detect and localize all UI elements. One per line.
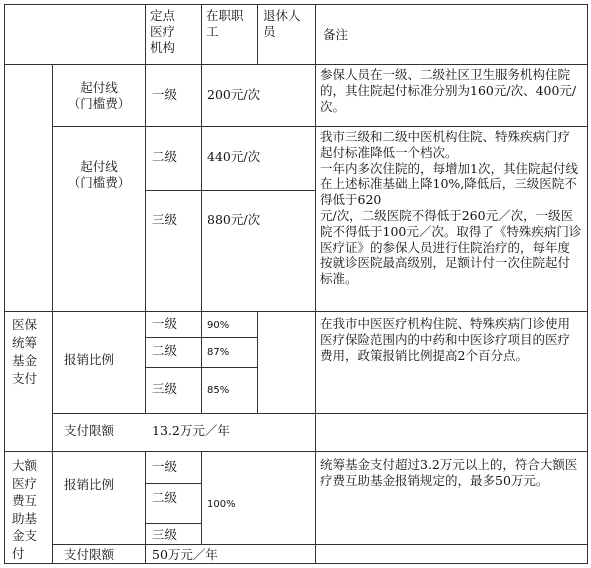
pooled-rate-3: 85% [207,385,230,396]
header-employed: 在职职 工 [206,8,244,39]
pooled-rate-1: 90% [207,320,230,331]
deductible-level-1: 一级 [152,87,178,102]
deductible-remark-1: 参保人员在一级、二级社区卫生服务机构住院的，其住院起付标准分别为160元/次、400元/次。 [320,67,577,114]
major-level-3: 三级 [152,527,178,542]
deductible-amount-2: 440元/次 [207,149,261,164]
deductible-remark-2: 我市三级和二级中医机构住院、特殊疾病门疗起付标准降低一个档次。 一年内多次住院的，每增加1次，其住院起付线在上述标准基础上降10%,降低后，三级医院不得低于620 元/次，二级医院不得低于260元／次，一级医院不得低于100元／次。取得了《特殊疾病门诊医疗证》的参保人员进行住院治疗的，每年度按就诊医院最高级别，足额计付一次住院起付标准。 [320,129,582,287]
deductible-amount-1: 200元/次 [207,87,261,102]
deductible-amount-3: 880元/次 [207,212,261,227]
deductible-label-1: 起付线 （门槛费） [67,80,131,111]
pooled-reimb-label: 报销比例 [64,352,115,367]
major-remark: 统筹基金支付超过3.2万元以上的，符合大额医疗费互助基金报销规定的，最多50万元。 [320,457,578,488]
pooled-level-3: 三级 [152,381,178,396]
header-remarks: 备注 [323,27,349,42]
major-level-1: 一级 [152,459,178,474]
major-limit-label: 支付限额 [64,547,115,562]
major-rate: 100% [207,499,236,510]
major-level-2: 二级 [152,490,178,505]
pooled-fund-section-label: 医保 统筹 基金 支付 [12,317,38,386]
header-facility: 定点 医疗 机构 [150,8,176,55]
major-limit-value: 50万元／年 [152,547,218,562]
pooled-limit-value: 13.2万元／年 [152,423,230,438]
major-reimb-label: 报销比例 [64,477,115,492]
pooled-remark: 在我市中医医疗机构住院、特殊疾病门诊使用医疗保险范围内的中药和中医诊疗项目的医疗费用，政策报销比例提高2个百分点。 [320,316,571,363]
major-fund-section-label: 大额 医疗 费互 助基 金支 付 [12,458,38,561]
pooled-limit-label: 支付限额 [64,423,115,438]
deductible-label-2: 起付线 （门槛费） [67,159,131,190]
header-retired: 退休人 员 [263,8,301,39]
pooled-rate-2: 87% [207,347,230,358]
pooled-level-2: 二级 [152,343,178,358]
deductible-level-2: 二级 [152,149,178,164]
pooled-level-1: 一级 [152,316,178,331]
deductible-level-3: 三级 [152,212,178,227]
